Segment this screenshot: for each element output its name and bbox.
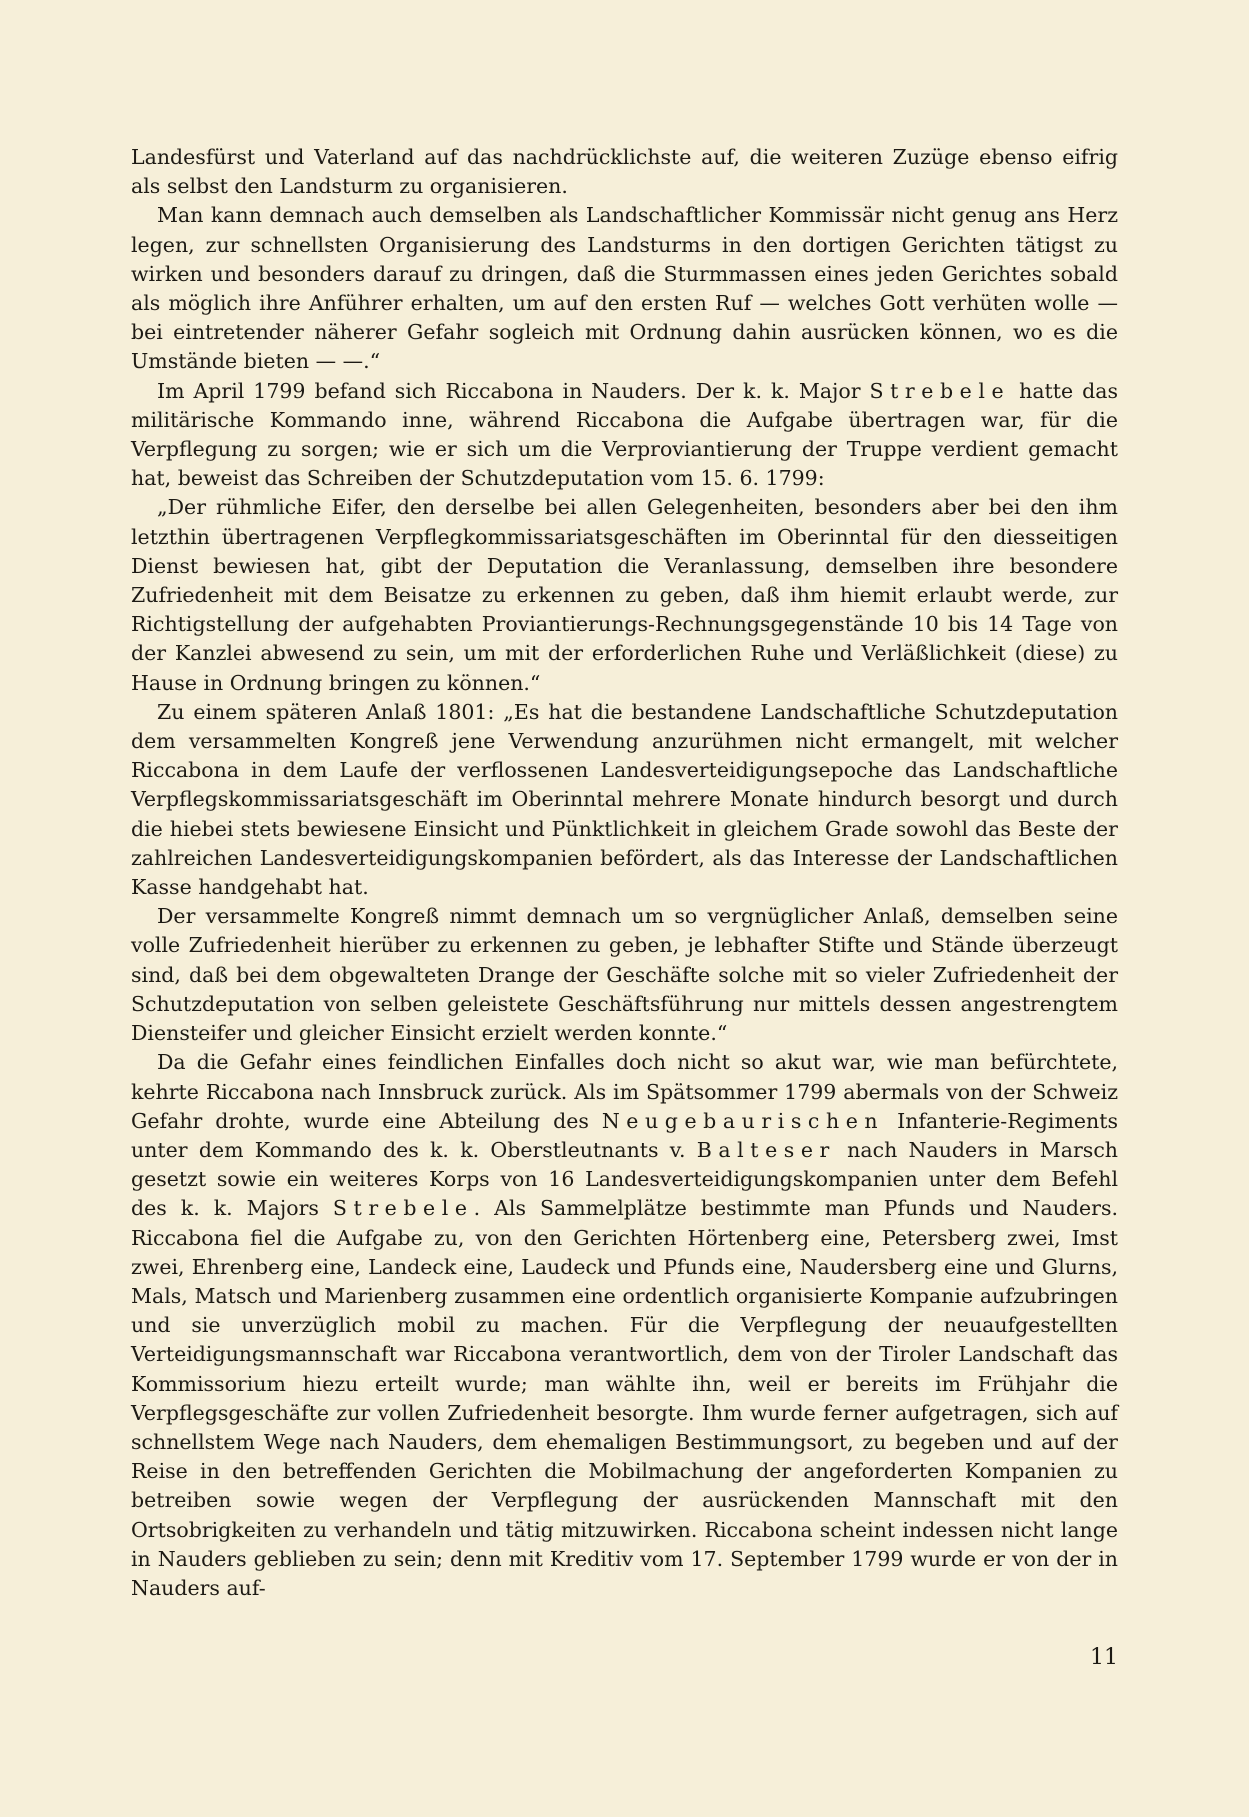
paragraph-4: „Der rühmliche Eifer, den derselbe bei allen Gelegenheiten, besonders aber bei den ihm letzthin übertragenen Verpflegkommissariatsgeschäften im Oberinntal für den diesseitigen Dienst bewiesen hat, gibt der Deputation die Veranlassung, demselben ihre besondere Zufriedenheit mit dem Beisatze zu erkennen zu geben, daß ihm hiemit erlaubt werde, zur Richtigstellung der aufgehabten Proviantierungs-Rechnungsgegenstände 10 bis 14 Tage von der Kanzlei abwesend zu sein, um mit der erforderlichen Ruhe und Verläßlichkeit (diese) zu Hause in Ordnung bringen zu können.“ [131,495,1118,695]
body-text [131,143,1118,1603]
spaced-name: Neugebaurischen [601,1108,885,1133]
paragraph-5: Zu einem späteren Anlaß 1801: „Es hat die bestandene Landschaftliche Schutzdeputation dem versammelten Kongreß jene Verwendung anzurühmen nicht ermangelt, mit welcher Riccabona in dem Laufe der verflossenen Landesverteidigungsepoche das Landschaftliche Verpflegskommissariatsgeschäft im Oberinntal mehrere Monate hindurch besorgt und durch die hiebei stets bewiesene Einsicht und Pünktlichkeit in gleichem Grade sowohl das Beste der zahlreichen Landesverteidigungskompanien befördert, als das Interesse der Landschaftlichen Kasse handgehabt hat. [131,699,1118,900]
page-number: 11 [1090,1645,1118,1670]
spaced-name: Strebele [332,1196,474,1221]
paragraph-6: Der versammelte Kongreß nimmt demnach um so vergnüglicher Anlaß, demselben seine volle Zufriedenheit hierüber zu erkennen zu geben, je lebhafter Stifte und Stände überzeugt sind, daß bei dem obgewalteten Drange der Geschäfte solche mit so vieler Zufriedenheit der Schutzdeputation von selben geleistete Geschäftsführung nur mittels dessen angestrengtem Diensteifer und gleicher Einsicht erzielt werden konnte.“ [131,904,1118,1046]
paragraph-2: Man kann demnach auch demselben als Landschaftlicher Kommissär nicht genug ans Herz legen, zur schnellsten Organisierung des Landsturms in den dortigen Gerichten tätigst zu wirken und besonders darauf zu dringen, daß die Sturmmassen eines jeden Gerichtes sobald als möglich ihre Anführer erhalten, um auf den ersten Ruf — welches Gott verhüten wolle — bei eintretender näherer Gefahr sogleich mit Ordnung dahin ausrücken können, wo es die Umstände bieten — —.“ [131,203,1118,374]
paragraph-7: Da die Gefahr eines feindlichen Einfalles doch nicht so akut war, wie man befürchtete, kehrte Riccabona nach Innsbruck zurück. Als im Spätsommer 1799 abermals von der Schweiz Gefahr drohte, wurde eine Abteilung des Neugebaurischen Infanterie-Regiments unter dem Kommando des k. k. Oberstleutnants v. Balteser nach Nauders in Marsch gesetzt sowie ein weiteres Korps von 16 Landesverteidigungskompanien unter dem Befehl des k. k. Majors Strebele. Als Sammelplätze bestimmte man Pfunds und Nauders. Riccabona fiel die Aufgabe zu, von den Gerichten Hörtenberg eine, Petersberg zwei, Imst zwei, Ehrenberg eine, Landeck eine, Laudeck und Pfunds eine, Naudersberg eine und Glurns, Mals, Matsch und Marienberg zusammen eine ordentlich organisierte Kompanie aufzubringen und sie unverzüglich mobil zu machen. Für die Verpflegung der neuaufgestellten Verteidigungsmannschaft war Riccabona verantwortlich, dem von der Tiroler Landschaft das Kommissorium hiezu erteilt wurde; man wählte ihn, weil er bereits im Frühjahr die Verpflegsgeschäfte zur vollen Zufriedenheit besorgte. Ihm wurde ferner aufgetragen, sich auf schnellstem Wege nach Nauders, dem ehemaligen Bestimmungsort, zu begeben und auf der Reise in den betreffenden Gerichten die Mobilmachung der angeforderten Kompanien zu betreiben sowie wegen der Verpflegung der ausrückenden Mannschaft mit den Ortsobrigkeiten zu verhandeln und tätig mitzuwirken. Riccabona scheint indessen nicht lange in Nauders geblieben zu sein; denn mit Kreditiv vom 17. September 1799 wurde er von der in Nauders auf- [131,1050,1119,1600]
paragraph-1: Landesfürst und Vaterland auf das nachdrücklichste auf, die weiteren Zuzüge ebenso eifrig als selbst den Landsturm zu organisieren. [131,145,1118,199]
paragraph-3: Im April 1799 befand sich Riccabona in Nauders. Der k. k. Major Strebele hatte das militärische Kommando inne, während Riccabona die Aufgabe übertragen war, für die Verpflegung zu sorgen; wie er sich um die Verproviantierung der Truppe verdient gemacht hat, beweist das Schreiben der Schutzdeputation vom 15. 6. 1799: [131,378,1118,491]
spaced-name: Balteser [696,1137,836,1162]
spaced-name: Strebele [869,378,1011,403]
